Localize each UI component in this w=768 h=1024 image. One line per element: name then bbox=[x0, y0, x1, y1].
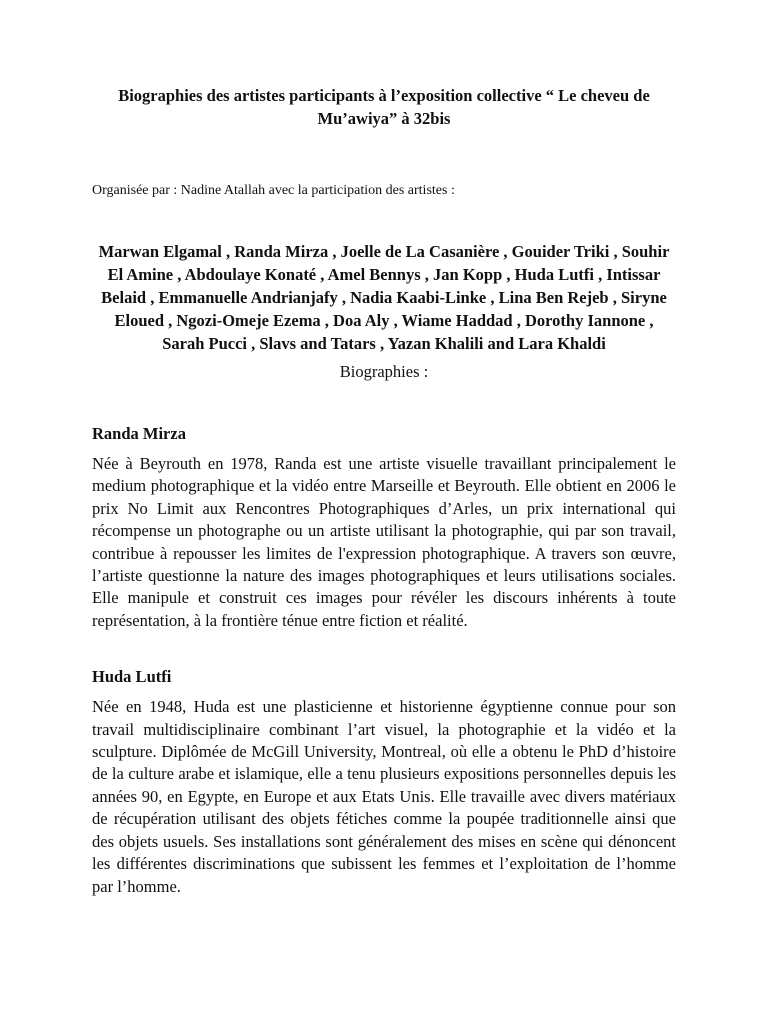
biographies-heading: Biographies : bbox=[339, 362, 429, 381]
artist-biography: Née à Beyrouth en 1978, Randa est une artiste visuelle travaillant principalement le medium photographique et la vidéo entre Marseille et Beyrouth. Elle obtient en 2006 le prix No Limit aux Rencontres Photographiques d’Arles, un prix international qui récompense un photographe ou un artiste utilisant la photographie, qui par son travail, contribue à repousser les limites de l'expression photographique. A travers son œuvre, l’artiste questionne la nature des images photographiques et leurs utilisations sociales. Elle manipule et construit ces images pour révéler les discours inhérents à toute représentation, à la frontière ténue entre fiction et réalité. bbox=[92, 454, 676, 630]
document-title: Biographies des artistes participants à l’exposition collective “ Le cheveu de Mu’awiya” à 32bis bbox=[118, 86, 650, 128]
biography-randa-mirza bbox=[92, 423, 676, 632]
artist-list: Marwan Elgamal , Randa Mirza , Joelle de La Casanière , Gouider Triki , Souhir El Amine , Abdoulaye Konaté , Amel Bennys , Jan Kopp , Huda Lutfi , Intissar Belaid , Emmanuelle Andrianjafy , Nadia Kaabi-Linke , Lina Ben Rejeb , Siryne Eloued , Ngozi-Omeje Ezema , Doa Aly , Wiame Haddad , Dorothy Iannone , Sarah Pucci , Slavs and Tatars , Yazan Khalili and Lara Khaldi bbox=[98, 242, 670, 353]
artist-name: Huda Lutfi bbox=[92, 667, 172, 687]
artist-biography: Née en 1948, Huda est une plasticienne et historienne égyptienne connue pour son travail multidisciplinaire combinant l’art visuel, la photographie et la vidéo et la sculpture. Diplômée de McGill University, Montreal, où elle a obtenu le PhD d’histoire de la culture arabe et islamique, elle a tenu plusieurs expositions personnelles depuis les années 90, en Egypte, en Europe et aux Etats Unis. Elle travaille avec divers matériaux de récupération utilisant des objets fétiches comme la poupée traditionnelle ainsi que des objets usuels. Ses installations sont généralement des mises en scène qui dénoncent les différentes discriminations que subissent les femmes et l’exploitation de l’homme par l’homme. bbox=[92, 697, 676, 896]
artist-name: Randa Mirza bbox=[92, 424, 186, 443]
organizer-line: Organisée par : Nadine Atallah avec la participation des artistes : bbox=[92, 183, 455, 198]
biography-huda-lutfi bbox=[92, 666, 676, 898]
